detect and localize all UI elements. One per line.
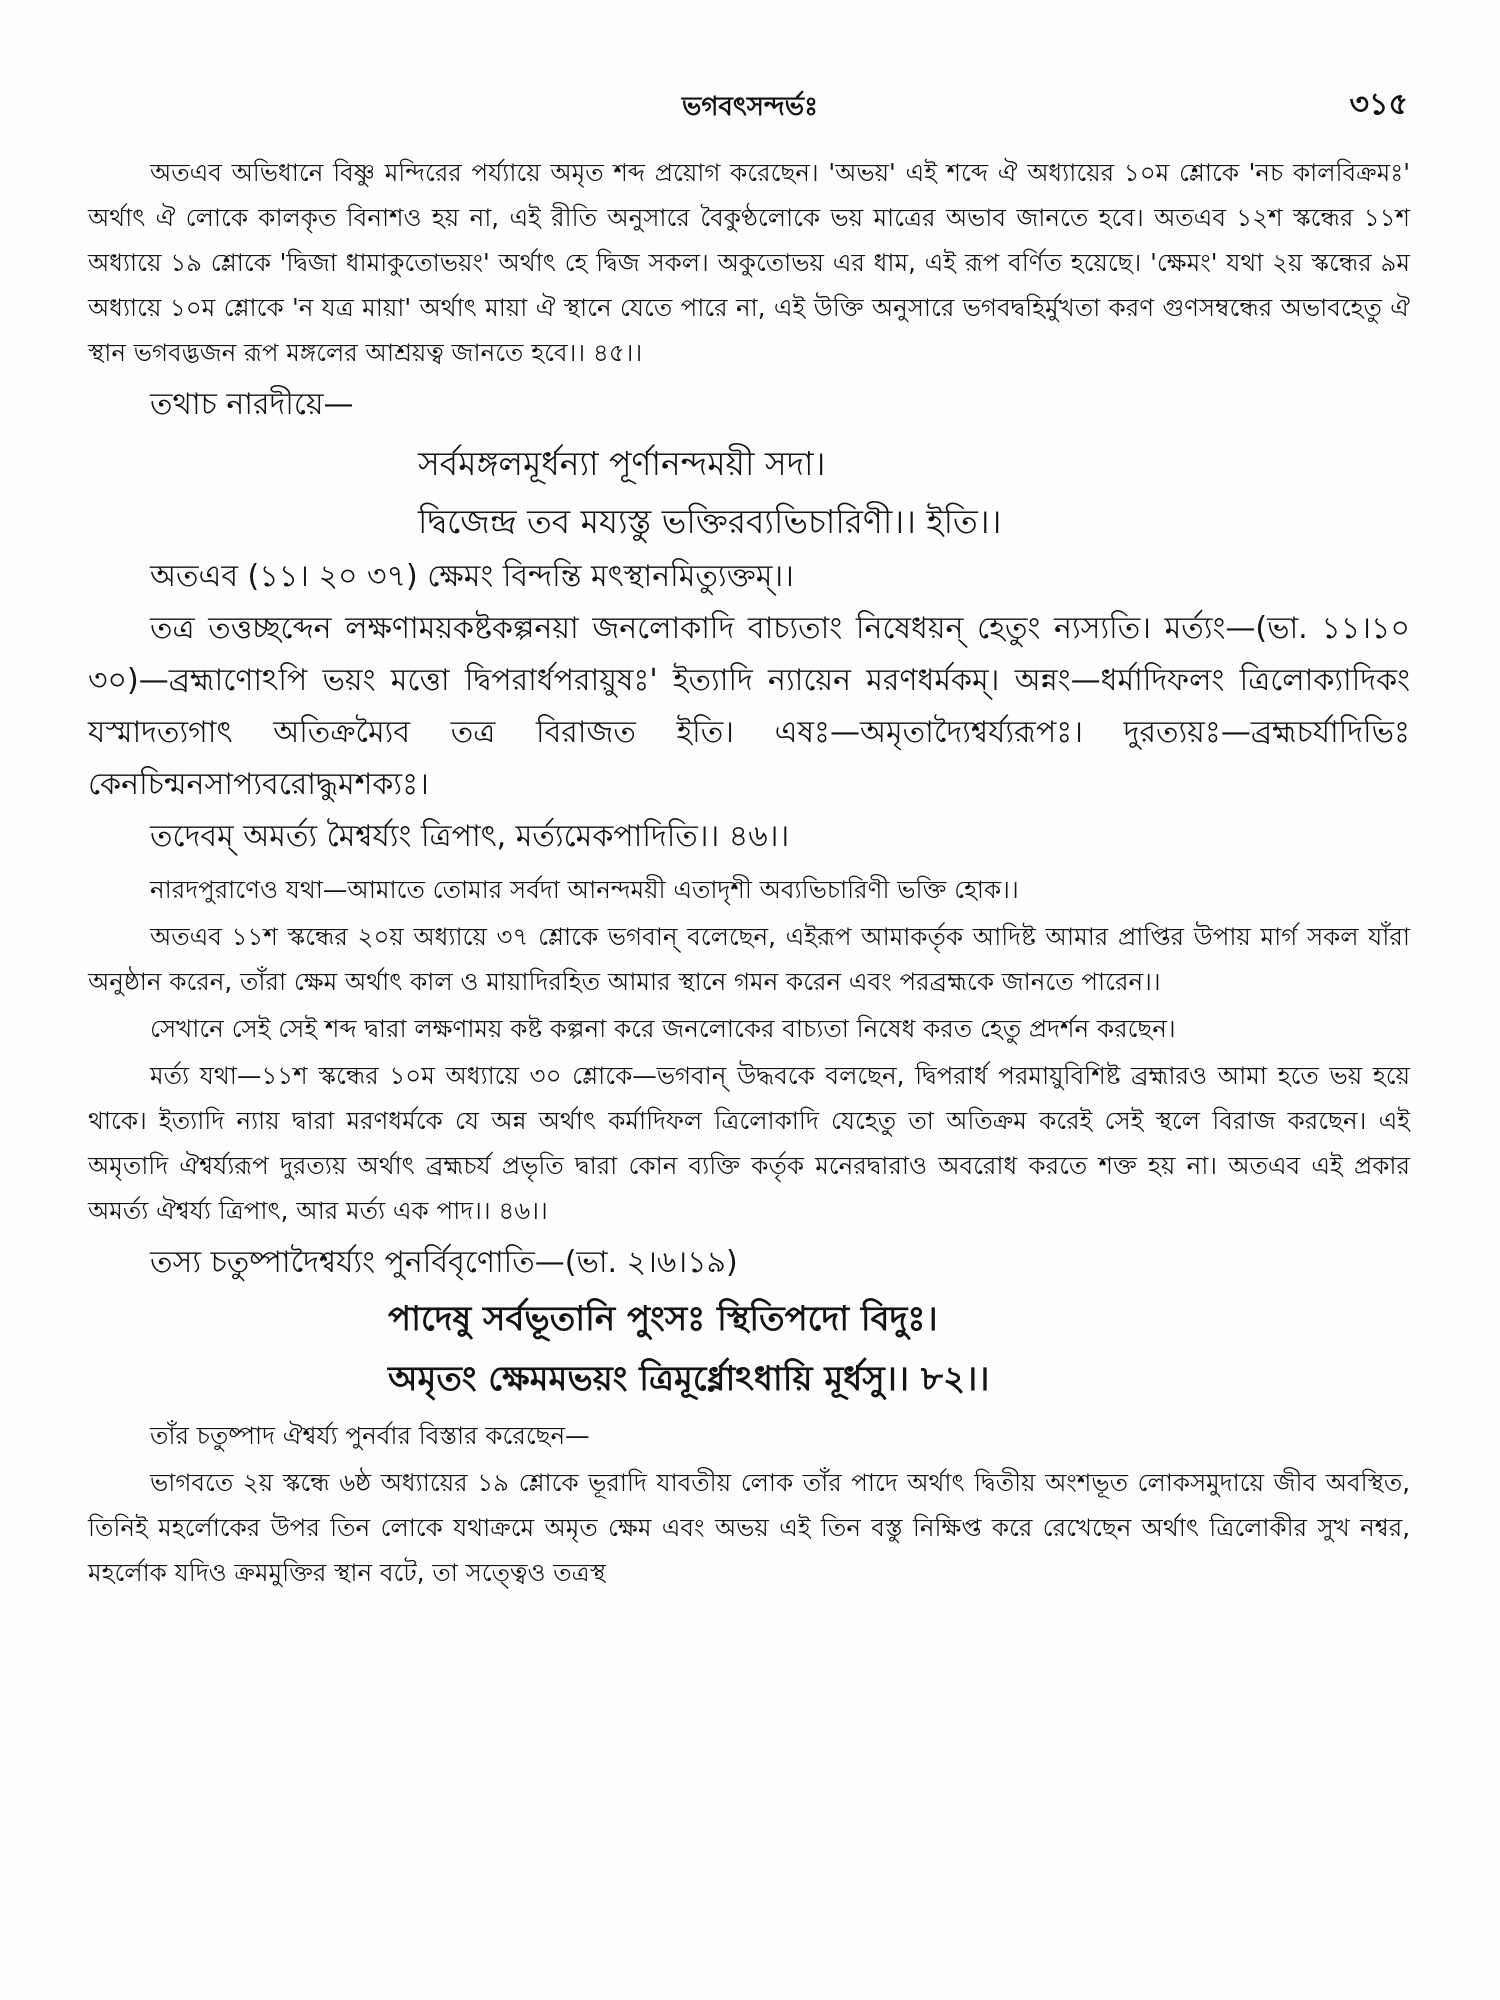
- sanskrit-line: তদেবম্ অমর্ত্য মৈশ্বর্য্যং ত্রিপাৎ, মর্ত্যমেকপাদিতি।। ৪৬।।: [150, 819, 790, 854]
- running-header-title: ভগবৎসন্দর্ভঃ: [681, 92, 819, 122]
- translation-paragraph: মর্ত্য যথা—১১শ স্কন্ধের ১০ম অধ্যায়ে ৩০ শ্লোকে—ভগবান্ উদ্ধবকে বলছেন, দ্বিপরার্ধ পরমায়ুবিশিষ্ট ব্রহ্মারও আমা হতে ভয় হয়ে থাকে। ইত্যাদি ন্যায় দ্বারা মরণধর্মকে যে অন্ন অর্থাৎ কর্মাদিফল ত্রিলোকাদি যেহেতু তা অতিক্রম করেই সেই স্থলে বিরাজ করছেন। এই অমৃতাদি ঐশ্বর্য্যরূপ দুরত্যয় অর্থাৎ ব্রহ্মচর্য প্রভৃতি দ্বারা কোন ব্যক্তি কর্তৃক মনেরদ্বারাও অবরোধ করতে শক্ত হয় না। অতএব এই প্রকার অমর্ত্য ঐশ্বর্য্য ত্রিপাৎ, আর মর্ত্য এক পাদ।। ৪৬।।: [88, 1061, 1410, 1225]
- translation-paragraph: অতএব ১১শ স্কন্ধের ২০য় অধ্যায়ে ৩৭ শ্লোকে ভগবান্ বলেছেন, এইরূপ আমাকর্তৃক আদিষ্ট আমার প্রাপ্তির উপায় মার্গ সকল যাঁরা অনুষ্ঠান করেন, তাঁরা ক্ষেম অর্থাৎ কাল ও মায়াদিরহিত আমার স্থানে গমন করেন এবং পরব্রহ্মকে জানতে পারেন।।: [88, 922, 1410, 996]
- page-body: [88, 150, 1410, 1595]
- sanskrit-commentary: তত্র তত্তচ্ছব্দেন লক্ষণাময়কষ্টকল্পনয়া জনলোকাদি বাচ্যতাং নিষেধয়ন্ হেতুং ন্যস্যতি। মর্ত্যং—(ভা. ১১।১০ ৩০)—ব্রহ্মাণোঽপি ভয়ং মত্তো দ্বিপরার্ধপরায়ুষঃ' ইত্যাদি ন্যায়েন মরণধর্মকম্। অন্নং—ধর্মাদিফলং ত্রিলোক্যাদিকং যস্মাদত্যগাৎ অতিক্রম্যৈব তত্র বিরাজত ইতি। এষঃ—অমৃতাদ্যৈশ্বর্য্যরূপঃ। দুরত্যয়ঃ—ব্রহ্মচর্যাদিভিঃ কেনচিন্মনসাপ্যবরোদ্ধুমশক্যঃ।: [88, 611, 1410, 802]
- sanskrit-intro-line: তস্য চতুষ্পাদৈশ্বর্য্যং পুনর্বিবৃণোতি—(ভা. ২।৬।১৯): [150, 1245, 738, 1280]
- sanskrit-intro-line: তথাচ নারদীয়ে—: [150, 387, 354, 422]
- sanskrit-line: অতএব (১১। ২০ ৩৭) ক্ষেমং বিন্দন্তি মৎস্থানমিত্যুক্তম্।।: [150, 559, 794, 594]
- commentary-paragraph: অতএব অভিধানে বিষ্ণু মন্দিরের পর্য্যায়ে অমৃত শব্দ প্রয়োগ করেছেন। 'অভয়' এই শব্দে ঐ অধ্যায়ের ১০ম শ্লোকে 'নচ কালবিক্রমঃ' অর্থাৎ ঐ লোকে কালকৃত বিনাশও হয় না, এই রীতি অনুসারে বৈকুণ্ঠলোকে ভয় মাত্রের অভাব জানতে হবে। অতএব ১২শ স্কন্ধের ১১শ অধ্যায়ে ১৯ শ্লোকে 'দ্বিজা ধামাকুতোভয়ং' অর্থাৎ হে দ্বিজ সকল। অকুতোভয় এর ধাম, এই রূপ বর্ণিত হয়েছে। 'ক্ষেমং' যথা ২য় স্কন্ধের ৯ম অধ্যায়ে ১০ম শ্লোকে 'ন যত্র মায়া' অর্থাৎ মায়া ঐ স্থানে যেতে পারে না, এই উক্তি অনুসারে ভগবদ্বহির্মুখতা করণ গুণসম্বন্ধের অভাবহেতু ঐ স্থান ভগবদ্ভজন রূপ মঙ্গলের আশ্রয়ত্ব জানতে হবে।। ৪৫।।: [88, 158, 1410, 367]
- verse-line: অমৃতং ক্ষেমমভয়ং ত্রিমূর্ধ্নোঽধায়ি মূর্ধসু।। ৮২।।: [388, 1359, 990, 1399]
- translation-paragraph: নারদপুরাণেও যথা—আমাতে তোমার সর্বদা আনন্দময়ী এতাদৃশী অব্যভিচারিণী ভক্তি হোক।।: [150, 875, 1019, 904]
- translation-paragraph: ভাগবতে ২য় স্কন্ধে ৬ষ্ঠ অধ্যায়ের ১৯ শ্লোকে ভূরাদি যাবতীয় লোক তাঁর পাদে অর্থাৎ দ্বিতীয় অংশভূত লোকসমুদায়ে জীব অবস্থিত, তিনিই মহর্লোকের উপর তিন লোকে যথাক্রমে অমৃত ক্ষেম এবং অভয় এই তিন বস্তু নিক্ষিপ্ত করে রেখেছেন অর্থাৎ ত্রিলোকীর সুখ নশ্বর, মহর্লোক যদিও ক্রমমুক্তির স্থান বটে, তা সত্ত্বেও তত্রস্থ: [88, 1468, 1410, 1587]
- verse-line: সর্বমঙ্গলমূর্ধন্যা পূর্ণানন্দময়ী সদা।: [418, 444, 826, 483]
- translation-paragraph: তাঁর চতুষ্পাদ ঐশ্বর্য্য পুনর্বার বিস্তার করেছেন—: [150, 1421, 590, 1450]
- verse-line: পাদেষু সর্বভূতানি পুংসঃ স্থিতিপদো বিদুঃ।: [388, 1299, 938, 1339]
- verse-line: দ্বিজেন্দ্র তব ময্যস্তু ভক্তিরব্যভিচারিণী।। ইতি।।: [418, 502, 1002, 541]
- page-number: ৩১৫: [1349, 87, 1408, 122]
- translation-paragraph: সেখানে সেই সেই শব্দ দ্বারা লক্ষণাময় কষ্ট কল্পনা করে জনলোকের বাচ্যতা নিষেধ করত হেতু প্রদর্শন করছেন।: [150, 1014, 1176, 1043]
